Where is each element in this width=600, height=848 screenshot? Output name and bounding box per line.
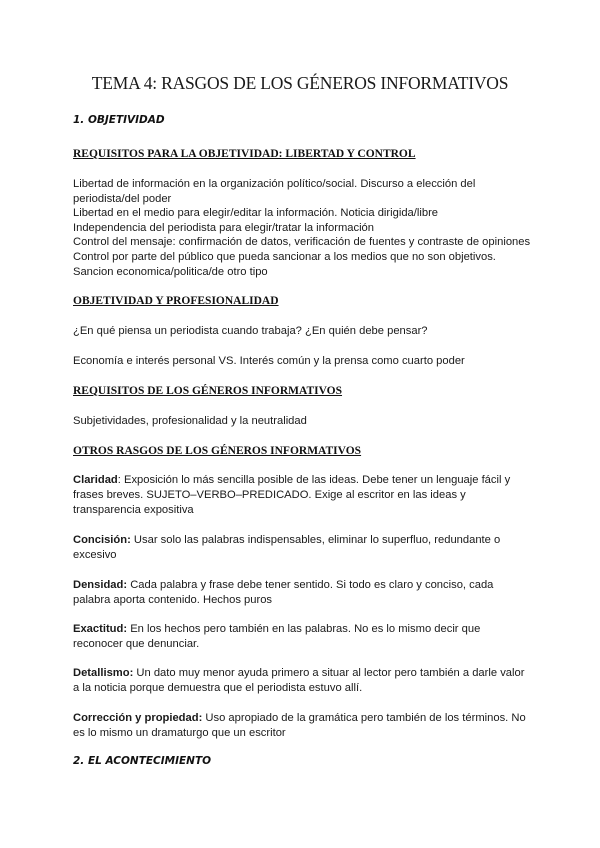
paragraph: Subjetividades, profesionalidad y la neutralidad xyxy=(73,415,307,427)
rasgo-term: Corrección y propiedad: xyxy=(73,712,203,724)
subheading-otros-rasgos: OTROS RASGOS DE LOS GÉNEROS INFORMATIVOS xyxy=(73,445,362,457)
rasgo-text: Usar solo las palabras indispensables, eliminar lo superfluo, redundante o excesivo xyxy=(73,534,501,561)
rasgo-exactitud xyxy=(73,622,533,652)
rasgo-term: Exactitud: xyxy=(73,623,128,635)
rasgo-text: : Exposición lo más sencilla posible de las ideas. Debe tener un lenguaje fácil y frases breves. SUJETO–VERBO–PREDICADO. Exige al escritor en las ideas y transparencia expositiva xyxy=(73,474,511,516)
subheading-requisitos-objetividad: REQUISITOS PARA LA OBJETIVIDAD: LIBERTAD Y CONTROL xyxy=(73,148,416,160)
rasgo-claridad xyxy=(73,473,533,518)
section-heading-acontecimiento: 2. EL ACONTECIMIENTO xyxy=(73,755,212,767)
rasgo-term: Concisión: xyxy=(73,534,131,546)
rasgo-term: Claridad xyxy=(73,474,118,486)
paragraph: ¿En qué piensa un periodista cuando trabaja? ¿En quién debe pensar? xyxy=(73,325,428,337)
list-line: Control del mensaje: confirmación de datos, verificación de fuentes y contraste de opiniones xyxy=(73,236,531,249)
paragraph: Economía e interés personal VS. Interés común y la prensa como cuarto poder xyxy=(73,355,465,367)
rasgo-densidad xyxy=(73,578,533,608)
rasgo-text: Cada palabra y frase debe tener sentido. Si todo es claro y conciso, cada palabra aporta contenido. Hechos puros xyxy=(73,579,494,606)
subheading-requisitos-generos: REQUISITOS DE LOS GÉNEROS INFORMATIVOS xyxy=(73,385,343,397)
rasgo-concision xyxy=(73,533,533,563)
document-title: TEMA 4: RASGOS DE LOS GÉNEROS INFORMATIVOS xyxy=(91,73,509,93)
section-heading-objetividad: 1. OBJETIVIDAD xyxy=(73,114,165,126)
subheading-objetividad-profesionalidad: OBJETIVIDAD Y PROFESIONALIDAD xyxy=(73,295,279,307)
rasgo-term: Detallismo: xyxy=(73,667,134,679)
rasgo-text: Un dato muy menor ayuda primero a situar al lector pero también a darle valor a la noticia porque demuestra que el periodista estuvo allí. xyxy=(73,667,525,694)
list-line: Independencia del periodista para elegir/tratar la información xyxy=(73,221,375,234)
rasgo-text: Uso apropiado de la gramática pero también de los términos. No es lo mismo un dramaturgo que un escritor xyxy=(73,712,526,739)
rasgo-correccion xyxy=(73,711,533,741)
list-line: Libertad de información en la organización político/social. Discurso a elección del xyxy=(73,178,476,190)
requisitos-objetividad-list xyxy=(73,177,543,279)
rasgo-detallismo xyxy=(73,666,533,696)
rasgo-term: Densidad: xyxy=(73,579,128,591)
rasgo-text: En los hechos pero también en las palabras. No es lo mismo decir que reconocer que denunciar. xyxy=(73,623,481,650)
list-line: periodista/del poder xyxy=(73,192,172,205)
list-line: Libertad en el medio para elegir/editar la información. Noticia dirigida/libre xyxy=(73,207,439,220)
list-line: Sancion economica/politica/de otro tipo xyxy=(73,265,268,278)
list-line: Control por parte del público que pueda sancionar a los medios que no son objetivos. xyxy=(73,250,496,263)
